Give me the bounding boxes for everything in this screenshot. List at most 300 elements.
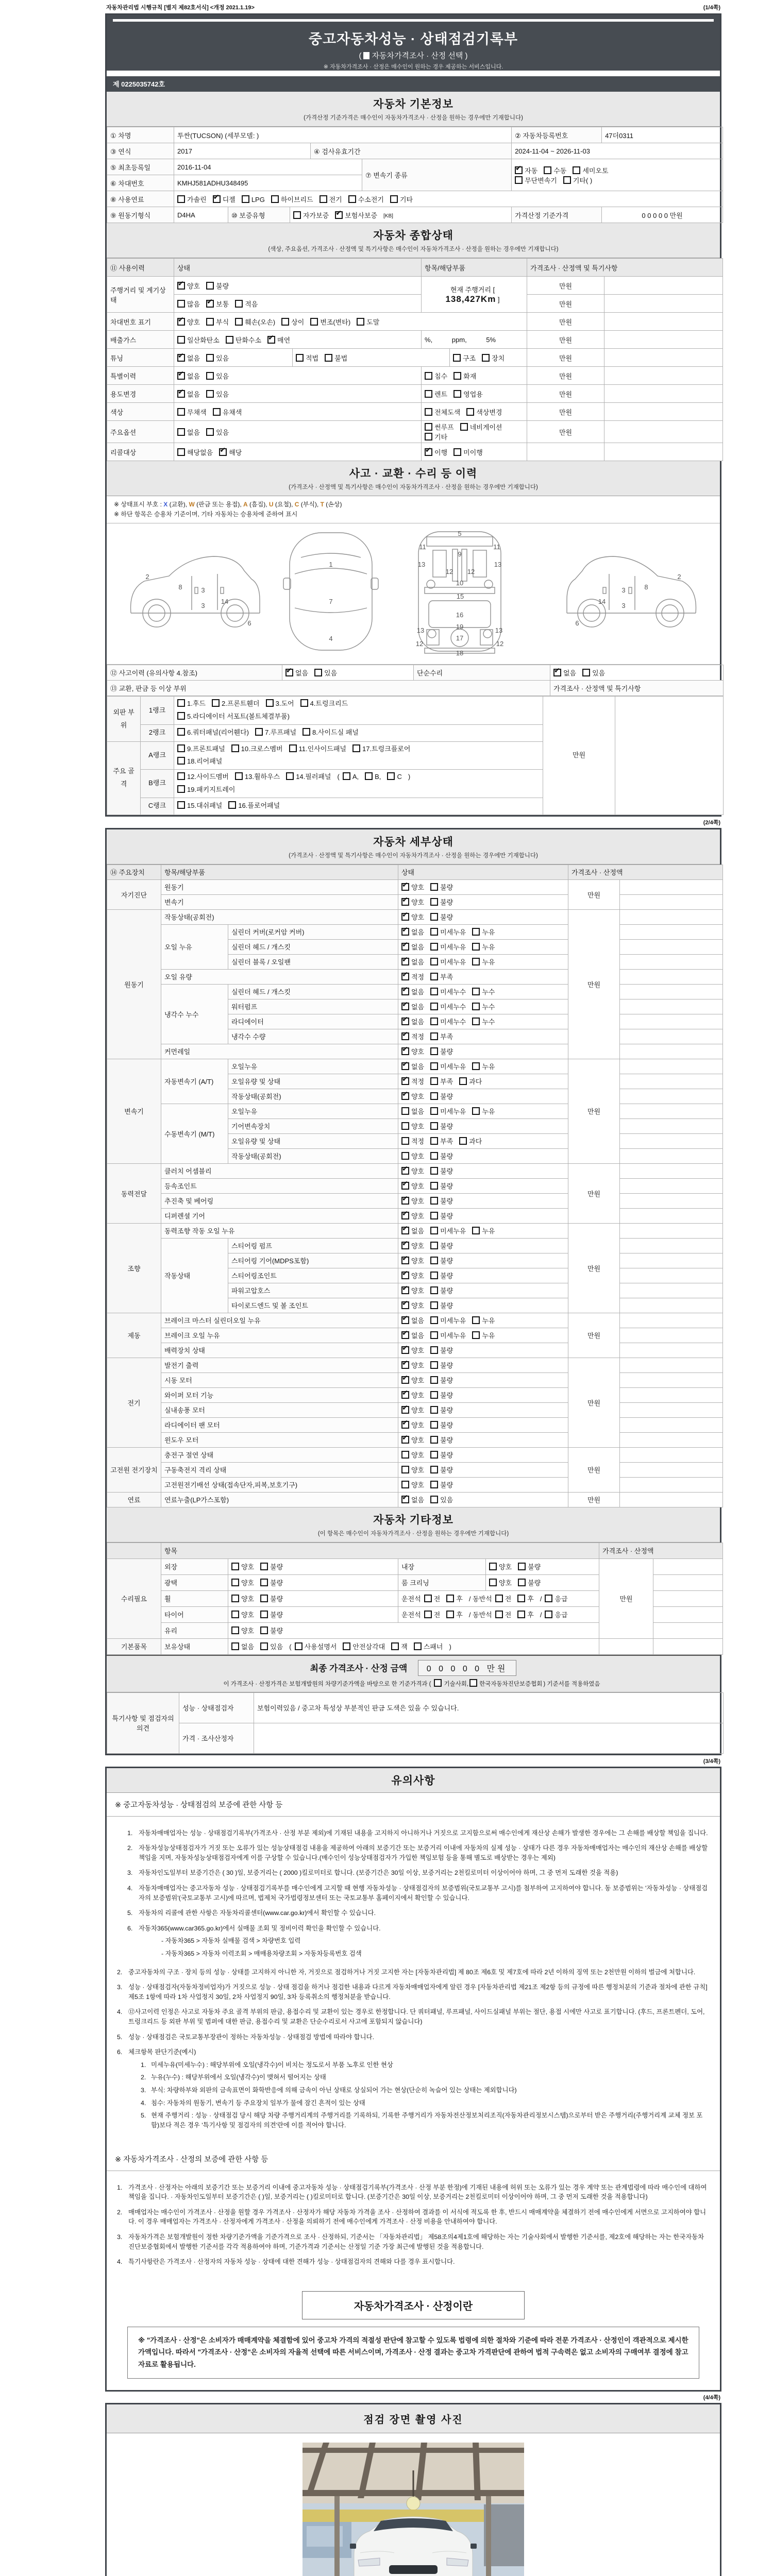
document-number: 제 0225035742호 xyxy=(107,75,720,92)
t_comp-cell xyxy=(604,349,723,367)
section-title: 자동차 기타정보 xyxy=(373,1514,453,1526)
t_detail-cell: 브레이크 오일 누유 xyxy=(161,1328,398,1343)
unchecked-checkbox-icon xyxy=(365,772,373,780)
notice-item-number: 3. xyxy=(117,2233,123,2241)
checkbox-option: ✔양호 xyxy=(177,282,200,290)
checkbox-option: ✔ 보통 xyxy=(206,300,229,308)
car-diagram-svg xyxy=(120,527,707,656)
t_detail-cell xyxy=(398,939,568,954)
checkbox-option: 하이브리드 xyxy=(271,196,313,204)
checkbox-option: 불량 xyxy=(260,1595,283,1603)
page-3 xyxy=(105,1767,721,2392)
unchecked-checkbox-icon xyxy=(469,1679,477,1687)
unchecked-checkbox-icon xyxy=(472,1316,480,1324)
t_detail-cell xyxy=(620,1044,723,1059)
checkbox-option: 불량 xyxy=(430,1242,453,1250)
checkbox-option: 적정 xyxy=(401,1138,424,1145)
unchecked-checkbox-icon xyxy=(260,1595,268,1602)
t_detail-cell: 오일 유량 xyxy=(161,969,398,984)
unchecked-checkbox-icon xyxy=(466,408,474,416)
t_detail-cell: 원동기 xyxy=(107,909,161,1059)
t_basic-cell: ④ 검사유효기간 xyxy=(311,143,512,159)
t_detail-cell xyxy=(398,984,568,999)
t_comp-cell xyxy=(174,443,422,461)
t_detail-cell xyxy=(398,1089,568,1104)
checked-checkbox-icon xyxy=(401,1047,409,1055)
unchecked-checkbox-icon xyxy=(453,354,461,362)
checked-checkbox-icon xyxy=(401,1003,409,1010)
notice-sub-number: 3. xyxy=(141,2087,146,2094)
t_etc-cell: 보유상태 xyxy=(161,1638,228,1654)
t_detail-cell xyxy=(398,1477,568,1492)
section-title: 자동차 세부상태 xyxy=(373,836,453,848)
t_detail-cell: 고전원전기배선 상태(접속단자,피복,보호기구) xyxy=(161,1477,398,1492)
checked-checkbox-icon xyxy=(401,1391,409,1399)
notice-item-text: 성능 · 상태점검자(자동차정비업자)가 거짓으로 성능 · 상태 점검을 하거나 점검한 내용과 다르게 자동차매매업자에게 알린 경우 [자동차관리법 제21조 제2항 등의 규정에 따른 행정처분의 기준과 절차에 관한 규칙] 제5조 1항에 따라 1차 사업정지 30일, 2차 사업정지 90일, 3차 등록취소의 행정처분을 받습니다. xyxy=(128,1984,708,2001)
checkbox-option: 불량 xyxy=(430,1048,453,1056)
t_basic-cell: 2016-11-04 xyxy=(174,159,362,175)
notice-item xyxy=(127,1924,710,1962)
t_detail-cell: 오일 누유 xyxy=(161,924,228,969)
t_comp-cell: 튜닝 xyxy=(107,349,174,367)
checkbox-option: 누수 xyxy=(472,1003,495,1011)
unchecked-checkbox-icon xyxy=(401,1122,409,1130)
checked-checkbox-icon xyxy=(401,988,409,995)
t_detail-cell xyxy=(398,1178,568,1193)
unchecked-checkbox-icon xyxy=(430,1107,438,1115)
notice-item-number: 4. xyxy=(117,2258,123,2266)
checkbox-option: 누수 xyxy=(472,988,495,996)
checkbox-option: 양호 xyxy=(231,1579,254,1587)
form-reference-note xyxy=(105,0,721,13)
t_detail-cell xyxy=(398,1298,568,1313)
legend-segment: (부식), xyxy=(299,501,321,508)
t_basic-cell xyxy=(512,159,723,191)
checkbox-option: B, xyxy=(365,773,381,781)
svg-text:3: 3 xyxy=(621,602,626,610)
t_detail-cell xyxy=(398,1014,568,1029)
checkbox-option: 누유 xyxy=(472,1317,495,1325)
unchecked-checkbox-icon xyxy=(430,1018,438,1025)
checked-checkbox-icon xyxy=(401,1406,409,1414)
unchecked-checkbox-icon xyxy=(430,943,438,951)
unchecked-checkbox-icon xyxy=(472,1062,480,1070)
unchecked-checkbox-icon xyxy=(303,728,310,736)
t_detail-cell: 타이로드엔드 및 볼 조인트 xyxy=(228,1298,398,1313)
unchecked-checkbox-icon xyxy=(430,1451,438,1459)
section-etc-info xyxy=(107,1507,720,1543)
svg-text:11: 11 xyxy=(419,543,426,551)
legend-segment: T xyxy=(320,501,324,508)
checked-checkbox-icon xyxy=(335,211,343,219)
t_detail-cell: 가격조사 · 산정액 xyxy=(568,865,723,879)
basic-info-table xyxy=(107,127,720,223)
t_detail-cell xyxy=(620,1417,723,1432)
t_ranks-cell: 1랭크 xyxy=(141,697,174,724)
unchecked-checkbox-icon xyxy=(430,898,438,906)
checkbox-option: ✔ 없음 xyxy=(285,669,308,677)
svg-text:4: 4 xyxy=(329,635,333,643)
unchecked-checkbox-icon xyxy=(453,372,461,380)
checkbox-option: 19.패키지트레이 xyxy=(177,786,235,793)
checkbox-option: ✔ 양호 xyxy=(401,1212,424,1220)
unchecked-checkbox-icon xyxy=(459,1137,467,1145)
legend-segment: (교환), xyxy=(167,501,189,508)
t_detail-cell xyxy=(620,1387,723,1402)
t_detail-cell: 스티어링조인트 xyxy=(228,1268,398,1283)
unchecked-checkbox-icon xyxy=(387,772,395,780)
t_detail-cell xyxy=(398,1402,568,1417)
t_comp-cell: 만원 xyxy=(527,295,604,313)
unchecked-checkbox-icon xyxy=(544,166,551,174)
t_basic-cell: ⑥ 차대번호 xyxy=(107,175,174,191)
svg-text:9: 9 xyxy=(458,550,462,558)
checkbox-option: 네비게이션 xyxy=(460,423,502,431)
unchecked-checkbox-icon xyxy=(459,1077,467,1085)
checkbox-option: 8.사이드실 패널 xyxy=(303,728,359,736)
t_comp-cell xyxy=(604,421,723,443)
checkbox-option: 없음 xyxy=(231,1643,254,1651)
checked-checkbox-icon xyxy=(401,1242,409,1249)
unchecked-checkbox-icon xyxy=(472,1227,480,1234)
unchecked-checkbox-icon xyxy=(401,1451,409,1459)
checkbox-option: 미세누유 xyxy=(430,928,466,936)
checked-checkbox-icon xyxy=(401,1376,409,1384)
checkbox-option: 없음 xyxy=(401,1108,424,1115)
checkbox-option: 무채색 xyxy=(177,409,207,416)
svg-text:8: 8 xyxy=(644,583,648,591)
t_comp-cell: 만원 xyxy=(527,385,604,403)
checkbox-option: 3.도어 xyxy=(266,700,294,707)
checkbox-option: 미세누유 xyxy=(430,1063,466,1071)
t_detail-cell: 스티어링 펌프 xyxy=(228,1238,398,1253)
checkbox-option: ✔ 없음 xyxy=(401,988,424,996)
notice-item-text: 자동차인도일부터 보증기간은 ( 30 )일, 보증거리는 ( 2000 )킬로미터로 합니다. (보증기간은 30일 이상, 보증거리는 2천킬로미터 이상이어야 하며, 그 중 먼저 도래한 것을 적용) xyxy=(139,1869,618,1877)
svg-text:11: 11 xyxy=(493,543,500,551)
checked-checkbox-icon xyxy=(177,354,185,362)
checkbox-option: 과다 xyxy=(459,1138,482,1145)
checkbox-option: 있음 xyxy=(260,1643,283,1651)
unchecked-checkbox-icon xyxy=(231,1563,239,1570)
checkbox-option: 4.트렁크리드 xyxy=(300,700,348,707)
t_detail-cell xyxy=(398,1283,568,1298)
t_detail-cell: 워터펌프 xyxy=(228,999,398,1014)
t_detail-cell: 만원 xyxy=(568,879,620,909)
unchecked-checkbox-icon xyxy=(430,1496,438,1503)
t_detail-cell xyxy=(398,1343,568,1358)
t_detail-cell xyxy=(398,924,568,939)
t_detail-cell: ⑭ 주요장치 xyxy=(107,865,161,879)
notice-sub-number: 5. xyxy=(141,2112,146,2120)
unchecked-checkbox-icon xyxy=(430,1062,438,1070)
t_detail-cell: 파워고압호스 xyxy=(228,1283,398,1298)
checkbox-option: ✔ 디젤 xyxy=(213,196,236,204)
t_comp-grid xyxy=(107,258,723,461)
svg-text:13: 13 xyxy=(417,561,426,569)
t_etc-cell xyxy=(653,1622,723,1638)
t_detail-cell xyxy=(398,1328,568,1343)
inspection-photo-front xyxy=(303,2443,524,2576)
checked-checkbox-icon xyxy=(401,1227,409,1234)
checked-checkbox-icon xyxy=(425,448,432,456)
checkbox-option: ✔ 이행 xyxy=(425,449,447,456)
t_detail-cell xyxy=(398,1104,568,1118)
svg-text:3: 3 xyxy=(201,602,205,610)
unchecked-checkbox-icon xyxy=(563,176,571,184)
unchecked-checkbox-icon xyxy=(343,1642,350,1650)
photo-section-title: 점검 장면 촬영 사진 xyxy=(107,2404,720,2433)
t_basic-cell: ② 자동차등록번호 xyxy=(512,127,602,143)
t_detail-cell xyxy=(620,1104,723,1118)
unchecked-checkbox-icon xyxy=(430,1227,438,1234)
checkbox-option: 적법 xyxy=(296,354,318,362)
svg-text:14: 14 xyxy=(598,598,606,606)
notice-sub-number: 4. xyxy=(141,2099,146,2107)
unchecked-checkbox-icon xyxy=(430,1361,438,1369)
unchecked-checkbox-icon xyxy=(430,1197,438,1205)
t_comp-cell xyxy=(422,367,527,385)
t_detail-cell: 전기 xyxy=(107,1358,161,1447)
legend-segment: W xyxy=(189,501,195,508)
checked-checkbox-icon xyxy=(401,1331,409,1339)
checkbox-option: ✔ 적정 xyxy=(401,1033,424,1041)
unchecked-checkbox-icon xyxy=(300,699,308,707)
unchecked-checkbox-icon xyxy=(472,1107,480,1115)
checkbox-option: ✔ 양호 xyxy=(401,913,424,921)
notice-item-text: 특기사항란은 가격조사 · 산정자의 자동차 성능 · 상태에 대한 견해가 성능 · 상태점검자의 견해와 다를 경우 표시합니다. xyxy=(128,2258,455,2266)
svg-text:8: 8 xyxy=(178,583,182,591)
svg-text:13: 13 xyxy=(494,561,502,569)
unchecked-checkbox-icon xyxy=(430,1257,438,1264)
page-2 xyxy=(105,828,721,1755)
unchecked-checkbox-icon xyxy=(325,354,332,362)
text-segment: [KB] xyxy=(383,213,393,219)
notice-item-text: 중고자동차의 구조 · 장치 등의 성능 · 상태를 고지하지 아니한 자, 거짓으로 점검하거나 거짓 고지한 자는 [자동차관리법] 제 80조 제6호 및 제7호에 따라 2년 이하의 징역 또는 2천만원 이하의 벌금에 처합니다. xyxy=(128,1968,696,1976)
t_basic-cell: 2017 xyxy=(174,143,311,159)
t_comp-cell: 만원 xyxy=(527,421,604,443)
t_comp-cell: 항목/해당부품 xyxy=(422,259,527,277)
unchecked-checkbox-icon xyxy=(430,883,438,891)
t_detail-cell xyxy=(398,1193,568,1208)
t_etc-cell: 유리 xyxy=(161,1622,228,1638)
text-segment: / xyxy=(540,1595,542,1603)
checked-checkbox-icon xyxy=(401,1301,409,1309)
legend-segment: ※ 상태표시 부호 : xyxy=(114,501,164,508)
checkbox-option: 훼손(오손) xyxy=(235,318,275,326)
t_detail-cell: 만원 xyxy=(568,1059,620,1163)
t_detail-cell: 냉각수 누수 xyxy=(161,984,228,1044)
checkbox-option: ✔ 양호 xyxy=(401,899,424,906)
checkbox-option: 불량 xyxy=(430,1481,453,1489)
t_etc-cell xyxy=(653,1638,723,1654)
checkbox-option: 불량 xyxy=(430,1302,453,1310)
notice-item xyxy=(117,1982,710,2002)
checkbox-option: 불량 xyxy=(430,1377,453,1384)
t_detail-cell: 시동 모터 xyxy=(161,1372,398,1387)
unchecked-checkbox-icon xyxy=(518,1563,526,1570)
checkbox-option: 미세누수 xyxy=(430,1003,466,1011)
t_detail-cell xyxy=(620,1193,723,1208)
unchecked-checkbox-icon xyxy=(472,928,480,936)
notice-sub-number: 2. xyxy=(141,2074,146,2081)
unchecked-checkbox-icon xyxy=(430,1137,438,1145)
t_comp-cell xyxy=(450,349,527,367)
checkbox-option: ✔ 보험사보증 xyxy=(335,212,377,219)
t_etc-cell xyxy=(228,1574,398,1590)
checked-checkbox-icon xyxy=(401,1197,409,1205)
valuation-box-title: 자동차가격조사 · 산정이란 xyxy=(302,2291,525,2319)
notice-item-text: 자동차매매업자는 중고자동차 성능 · 상태점검기록부를 매수인에게 고지할 때 현행 자동차성능 · 상태점검자의 보증범위(국토교통부 고시)를 첨부하여 고지하여야 합니다. 동 보증범위는 '자동차성능 · 상태점검자의 보증범위'(국토교통부 고시)에 따르며, 법제처 국가법령정보센터 또는 국토교통부 홈페이지에서 확인할 수 있습니다. xyxy=(139,1884,708,1902)
unchecked-checkbox-icon xyxy=(430,1376,438,1384)
checked-checkbox-icon xyxy=(177,390,185,398)
checkbox-option: 9.프론트패널 xyxy=(177,745,225,753)
notice-sub-number xyxy=(151,1936,161,1946)
car-diagram xyxy=(107,523,720,665)
unchecked-checkbox-icon xyxy=(343,772,350,780)
unchecked-checkbox-icon xyxy=(425,390,432,398)
unchecked-checkbox-icon xyxy=(260,1579,268,1586)
page-marker-4: (4/4쪽) xyxy=(703,2394,720,2401)
svg-text:12: 12 xyxy=(445,568,453,576)
t_detail-cell xyxy=(620,894,723,909)
checkbox-option: 1.후드 xyxy=(177,700,206,707)
t_detail-grid xyxy=(107,865,723,1507)
t_detail-cell: 라디에이터 xyxy=(228,1014,398,1029)
t_basic-cell: ⑧ 사용연료 xyxy=(107,191,174,207)
checkbox-option: 무단변속기 xyxy=(515,177,557,184)
t_detail-cell: 원동기 xyxy=(161,879,398,894)
notice-sub-text: - 자동차365 > 자동차 이력조회 > 매매용차량조회 > 자동차등록번호 검색 xyxy=(161,1950,362,1957)
text-segment: / 동반석 xyxy=(468,1595,492,1603)
checkbox-option: 양호 xyxy=(401,1153,424,1160)
t_basic-cell: 가격산정 기준가격 xyxy=(512,207,602,223)
checkbox-option: 미이행 xyxy=(453,449,483,456)
svg-text:6: 6 xyxy=(247,619,251,628)
checkbox-option: 미세누유 xyxy=(430,1332,466,1340)
checkbox-option: 불량 xyxy=(430,1421,453,1429)
t_detail-cell: 디퍼렌셜 기어 xyxy=(161,1208,398,1223)
t_detail-cell xyxy=(398,1208,568,1223)
checked-checkbox-icon xyxy=(401,1182,409,1190)
notice-head-1: ※ 중고자동차성능 · 상태점검의 보증에 관한 사항 등 xyxy=(107,1793,720,1817)
t_comp-cell xyxy=(604,367,723,385)
final-price-note xyxy=(107,1679,720,1688)
notice-sub-item xyxy=(151,1936,381,1946)
unchecked-checkbox-icon xyxy=(231,1626,239,1634)
t_comp-cell xyxy=(604,331,723,349)
checkbox-option: 불량 xyxy=(260,1611,283,1619)
detail-status-table xyxy=(107,865,720,1507)
t_basic-cell xyxy=(290,207,512,223)
checkbox-option: ✔자동 xyxy=(515,167,537,175)
checkbox-option: 안전삼각대 xyxy=(343,1643,385,1651)
t_ranks-cell: 외판 부위 xyxy=(107,697,141,741)
t_etc-cell: 가격조사 · 산정액 xyxy=(599,1543,723,1558)
notice-sub-number: 1. xyxy=(141,2061,146,2069)
checkbox-option: 후 xyxy=(446,1595,463,1603)
unchecked-checkbox-icon xyxy=(401,1481,409,1488)
unchecked-checkbox-icon xyxy=(281,318,289,326)
checkbox-option: 부족 xyxy=(430,1138,453,1145)
t_detail-cell: 조향 xyxy=(107,1223,161,1313)
checkbox-option: 기타( ) xyxy=(563,177,592,184)
unchecked-checkbox-icon xyxy=(430,1301,438,1309)
t_detail-cell xyxy=(620,1343,723,1358)
document-header xyxy=(107,15,720,71)
notice-item xyxy=(117,2032,710,2042)
checkbox-option: 있음 xyxy=(206,372,229,380)
document-note: ※ 자동차가격조사 · 산정은 매수인이 원하는 경우 제공하는 서비스입니다. xyxy=(323,64,503,70)
t_detail-cell xyxy=(398,1029,568,1044)
checkbox-option: 후 xyxy=(517,1611,534,1619)
t_etc-cell xyxy=(228,1606,398,1622)
t_etc-cell xyxy=(486,1574,599,1590)
t_detail-cell xyxy=(620,1492,723,1507)
t_comp-cell xyxy=(422,277,527,313)
t_detail-cell: 실린더 블록 / 오일팬 xyxy=(228,954,398,969)
unchecked-checkbox-icon xyxy=(430,1182,438,1190)
t_comp-cell: 차대번호 표기 xyxy=(107,313,174,331)
t_detail-cell: 오일유량 및 상태 xyxy=(228,1074,398,1089)
checkbox-option: ✔ 양호 xyxy=(401,1242,424,1250)
unchecked-checkbox-icon xyxy=(401,1107,409,1115)
checkbox-option: 양호 xyxy=(401,1466,424,1474)
unchecked-checkbox-icon xyxy=(177,728,185,736)
t_detail-cell: 등속조인트 xyxy=(161,1178,398,1193)
checkbox-option: 미세누유 xyxy=(430,1317,466,1325)
t_detail-cell: 작동상태(공회전) xyxy=(228,1148,398,1163)
t_comp-cell: ⑪ 사용이력 xyxy=(107,259,174,277)
t_detail-cell xyxy=(398,1358,568,1372)
t_etc-cell xyxy=(653,1574,723,1590)
checked-checkbox-icon xyxy=(401,1346,409,1354)
t_etc-cell xyxy=(398,1590,599,1606)
notice-item-number: 2. xyxy=(117,2208,123,2216)
checked-checkbox-icon xyxy=(401,1018,409,1025)
t_comp-cell: 만원 xyxy=(527,313,604,331)
checkbox-option: 응급 xyxy=(545,1611,567,1619)
svg-text:3: 3 xyxy=(621,586,626,595)
unchecked-checkbox-icon xyxy=(177,195,185,203)
unchecked-checkbox-icon xyxy=(177,772,185,780)
t_detail-cell xyxy=(620,939,723,954)
t_detail-cell xyxy=(620,1238,723,1253)
checkbox-option: 전 xyxy=(495,1595,512,1603)
t_etc-cell xyxy=(228,1638,599,1654)
page-marker-1: (1/4쪽) xyxy=(703,5,720,11)
checked-checkbox-icon xyxy=(401,1077,409,1085)
t_comp-cell: 만원 xyxy=(527,331,604,349)
unchecked-checkbox-icon xyxy=(235,318,243,326)
checkbox-option: 도말 xyxy=(357,318,379,326)
checkbox-option: ✔ 양호 xyxy=(401,1377,424,1384)
t_detail-cell: 변속기 xyxy=(161,894,398,909)
notice-sub-text: 침수: 자동차의 원동기, 변속기 등 주요장치 일부가 물에 잠긴 흔적이 있는 상태 xyxy=(151,2099,365,2107)
checkbox-option: 10.크로스멤버 xyxy=(231,745,283,753)
t_detail-cell xyxy=(620,984,723,999)
t_detail-cell: 만원 xyxy=(568,1447,620,1492)
legend-segment: A xyxy=(243,501,248,508)
unchecked-checkbox-icon xyxy=(495,1611,503,1618)
unchecked-checkbox-icon xyxy=(430,1047,438,1055)
checkbox-option: 적음 xyxy=(235,300,258,308)
t_detail-cell: 라디에이터 팬 모터 xyxy=(161,1417,398,1432)
checkbox-option: ✔ 없음 xyxy=(401,1003,424,1011)
checkbox-option: ✔ 양호 xyxy=(401,1362,424,1369)
section-subtitle: (가격산정 기준가격은 매수인이 자동차가격조사 · 산정을 원하는 경우에만 기재합니다) xyxy=(304,115,523,121)
unchecked-checkbox-icon xyxy=(424,1611,432,1618)
unchecked-checkbox-icon xyxy=(434,1679,442,1687)
